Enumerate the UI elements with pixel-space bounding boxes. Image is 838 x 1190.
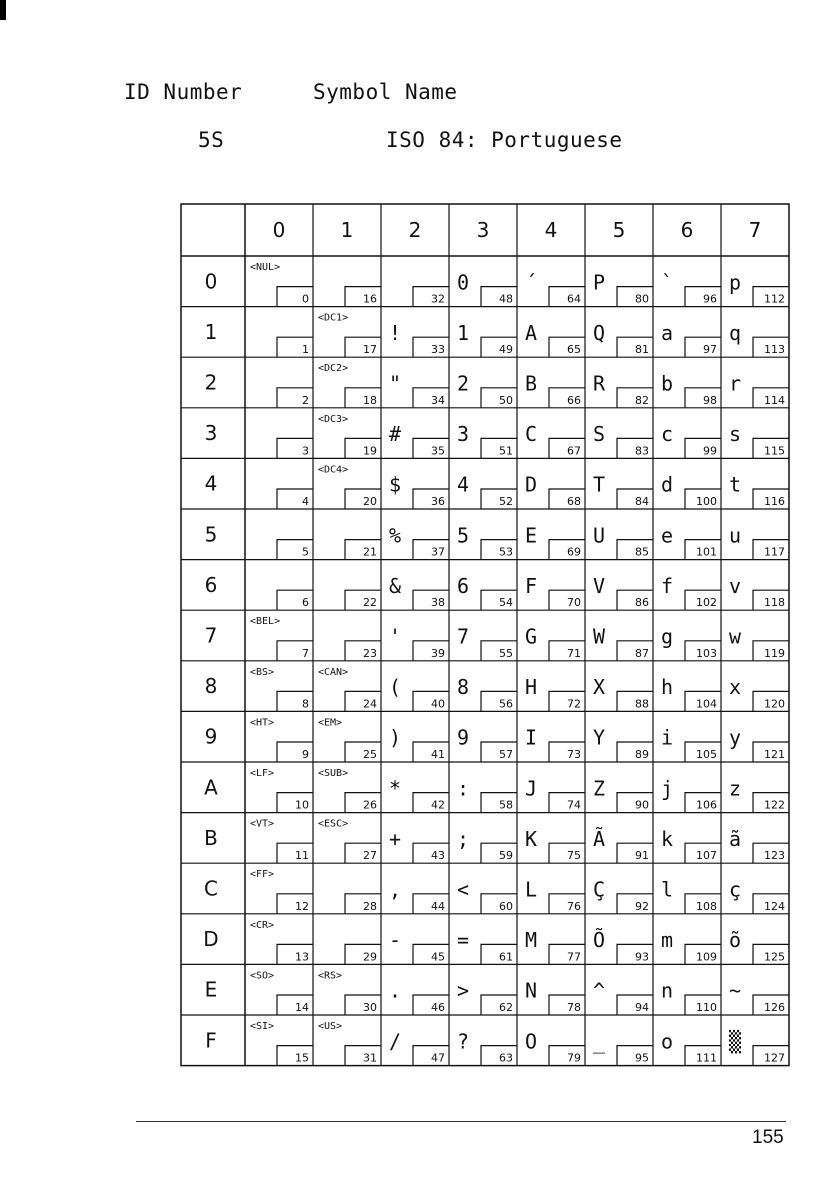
column-header: 2 <box>408 218 422 242</box>
code-number: 85 <box>635 545 649 559</box>
code-number: 54 <box>499 596 513 610</box>
character-glyph: H <box>525 675 538 700</box>
code-number: 27 <box>363 849 377 863</box>
code-number: 42 <box>431 798 445 812</box>
code-number: 67 <box>567 444 581 458</box>
row-header: D <box>203 927 219 952</box>
code-number: 40 <box>431 697 445 711</box>
control-code: <HT> <box>250 717 275 729</box>
code-number: 107 <box>696 849 717 863</box>
code-number: 33 <box>431 343 445 357</box>
code-number: 101 <box>696 545 717 559</box>
character-glyph: p <box>729 270 742 295</box>
character-glyph: # <box>389 422 402 447</box>
character-glyph: _ <box>593 1029 606 1054</box>
character-glyph: Z <box>593 776 606 801</box>
control-code: <BEL> <box>250 616 281 628</box>
character-glyph: e <box>661 523 674 548</box>
character-glyph: ? <box>457 1029 470 1054</box>
code-number: 84 <box>635 495 649 508</box>
code-number: 115 <box>764 444 785 458</box>
character-glyph: ; <box>457 826 470 851</box>
character-glyph: 3 <box>457 422 470 447</box>
code-number: 47 <box>431 1051 445 1065</box>
code-number: 58 <box>499 798 513 812</box>
code-number: 125 <box>764 950 785 964</box>
control-code: <SI> <box>250 1021 275 1032</box>
column-header: 1 <box>340 218 354 242</box>
control-code: <SUB> <box>318 768 349 779</box>
code-number: 120 <box>764 697 785 711</box>
code-number: 4 <box>302 495 309 508</box>
row-header: 2 <box>204 370 218 395</box>
character-glyph: - <box>389 928 402 953</box>
character-glyph: ã <box>729 826 742 851</box>
row-header: 9 <box>204 724 218 749</box>
character-glyph: 5 <box>457 523 470 548</box>
row-header: E <box>204 977 218 1002</box>
code-number: 21 <box>363 545 377 559</box>
code-number: 44 <box>431 899 445 913</box>
character-glyph: Õ <box>593 928 606 953</box>
code-number: 70 <box>567 596 581 610</box>
character-glyph: o <box>661 1029 674 1054</box>
code-number: 91 <box>635 849 649 863</box>
character-glyph: v <box>729 573 742 598</box>
code-number: 5 <box>302 545 309 559</box>
code-number: 37 <box>431 545 445 559</box>
code-number: 30 <box>363 1001 377 1014</box>
character-glyph: 1 <box>457 320 470 345</box>
code-number: 18 <box>363 393 377 407</box>
code-number: 65 <box>567 343 581 357</box>
control-code: <ESC> <box>318 818 349 830</box>
control-code: <NUL> <box>250 262 281 273</box>
character-glyph: g <box>661 624 674 649</box>
character-glyph: E <box>525 523 538 548</box>
footer-rule <box>136 1121 786 1122</box>
code-number: 55 <box>499 646 513 660</box>
code-number: 99 <box>703 444 717 458</box>
character-glyph: j <box>661 776 674 801</box>
code-number: 3 <box>302 444 309 458</box>
code-number: 28 <box>363 899 377 913</box>
code-number: 15 <box>295 1051 309 1065</box>
character-glyph: ` <box>661 270 674 295</box>
code-number: 109 <box>696 950 717 964</box>
code-number: 88 <box>635 697 649 711</box>
code-number: 122 <box>764 798 785 812</box>
code-number: 69 <box>567 545 581 559</box>
code-number: 38 <box>431 596 445 610</box>
character-glyph: i <box>661 725 674 750</box>
control-code: <RS> <box>318 970 343 982</box>
code-number: 114 <box>764 393 785 407</box>
code-number: 66 <box>567 393 581 407</box>
code-number: 49 <box>499 343 513 357</box>
code-number: 96 <box>703 292 717 306</box>
character-glyph: ▒ <box>729 1029 742 1054</box>
code-number: 45 <box>431 950 445 964</box>
row-header: B <box>204 825 218 850</box>
code-number: 94 <box>635 1001 649 1014</box>
character-glyph: Ã <box>593 826 606 851</box>
character-glyph: J <box>525 776 538 801</box>
character-glyph: : <box>457 776 470 801</box>
character-glyph: 0 <box>457 270 470 295</box>
character-glyph: b <box>661 371 674 396</box>
code-number: 8 <box>302 697 309 711</box>
code-number: 31 <box>363 1051 377 1065</box>
code-number: 105 <box>696 748 717 761</box>
control-code: <VT> <box>250 818 275 830</box>
code-number: 29 <box>363 950 377 964</box>
code-number: 14 <box>295 1001 309 1014</box>
character-glyph: U <box>593 523 606 548</box>
code-number: 89 <box>635 748 649 761</box>
code-number: 32 <box>431 292 445 306</box>
code-number: 81 <box>635 343 649 357</box>
character-glyph: S <box>593 422 606 447</box>
code-number: 2 <box>302 393 309 407</box>
code-number: 46 <box>431 1001 445 1014</box>
code-number: 53 <box>499 545 513 559</box>
code-number: 100 <box>696 495 717 508</box>
code-number: 121 <box>764 748 785 761</box>
control-code: <DC4> <box>318 464 349 476</box>
character-glyph: q <box>729 320 742 345</box>
character-glyph: z <box>729 776 742 801</box>
code-number: 0 <box>302 292 309 306</box>
code-number: 110 <box>696 1001 717 1014</box>
character-glyph: * <box>389 776 402 801</box>
row-header: 3 <box>204 421 218 446</box>
code-number: 79 <box>567 1051 581 1065</box>
code-number: 22 <box>363 596 377 610</box>
code-number: 71 <box>567 646 581 660</box>
code-number: 25 <box>363 748 377 761</box>
table-frame <box>181 204 789 1066</box>
row-header: 4 <box>204 471 218 496</box>
control-code: <SO> <box>250 970 275 982</box>
code-number: 39 <box>431 646 445 660</box>
code-number: 12 <box>295 899 309 913</box>
code-number: 127 <box>764 1051 785 1065</box>
code-number: 104 <box>696 697 717 711</box>
character-glyph: " <box>389 371 402 396</box>
code-number: 10 <box>295 798 309 812</box>
control-code: <CAN> <box>318 666 349 678</box>
code-number: 57 <box>499 748 513 761</box>
code-number: 106 <box>696 798 717 812</box>
control-code: <DC1> <box>318 312 349 324</box>
character-glyph: x <box>729 675 742 700</box>
character-glyph: & <box>389 573 402 598</box>
code-number: 76 <box>567 899 581 913</box>
code-number: 82 <box>635 393 649 407</box>
page-number: 155 <box>752 1127 784 1148</box>
code-number: 108 <box>696 899 717 913</box>
code-number: 19 <box>363 444 377 458</box>
code-number: 118 <box>764 596 785 610</box>
character-glyph: / <box>389 1029 402 1054</box>
code-number: 87 <box>635 646 649 660</box>
code-number: 41 <box>431 748 445 761</box>
control-code: <US> <box>318 1021 343 1032</box>
code-number: 60 <box>499 899 513 913</box>
symbol-name-label: Symbol Name <box>313 80 458 104</box>
character-glyph: ) <box>389 725 402 750</box>
character-glyph: d <box>661 472 674 497</box>
code-number: 63 <box>499 1051 513 1065</box>
character-glyph: L <box>525 877 538 902</box>
character-glyph: 9 <box>457 725 470 750</box>
character-glyph: > <box>457 978 470 1003</box>
code-number: 7 <box>302 646 309 660</box>
character-glyph: Y <box>593 725 606 750</box>
control-code: <LF> <box>250 768 275 779</box>
character-glyph: Ç <box>593 877 606 902</box>
row-header: F <box>205 1028 217 1053</box>
character-glyph: $ <box>389 472 402 497</box>
code-number: 111 <box>696 1051 717 1065</box>
character-glyph: I <box>525 725 538 750</box>
control-code: <CR> <box>250 919 275 931</box>
code-number: 117 <box>764 545 785 559</box>
code-number: 9 <box>302 748 309 761</box>
character-glyph: G <box>525 624 538 649</box>
code-number: 126 <box>764 1001 785 1014</box>
column-header: 6 <box>680 218 694 242</box>
row-header: 6 <box>204 572 218 597</box>
code-number: 95 <box>635 1051 649 1065</box>
symbol-name-value: ISO 84: Portuguese <box>386 128 623 152</box>
code-number: 51 <box>499 444 513 458</box>
code-number: 59 <box>499 849 513 863</box>
id-number-value: 5S <box>198 128 225 152</box>
control-code: <FF> <box>250 869 275 881</box>
id-number-label: ID Number <box>124 80 243 104</box>
code-number: 6 <box>302 596 309 610</box>
column-header: 7 <box>748 218 762 242</box>
character-glyph: ç <box>729 877 742 902</box>
code-number: 72 <box>567 697 581 711</box>
code-number: 24 <box>363 697 377 711</box>
character-glyph: A <box>525 320 538 345</box>
character-glyph: ~ <box>729 978 742 1003</box>
character-glyph: O <box>525 1029 538 1054</box>
character-glyph: ! <box>389 320 402 345</box>
character-glyph: ^ <box>593 978 606 1003</box>
character-glyph: N <box>525 978 538 1003</box>
character-glyph: = <box>457 928 470 953</box>
character-glyph: < <box>457 877 470 902</box>
character-glyph: 7 <box>457 624 470 649</box>
code-number: 52 <box>499 495 513 508</box>
code-number: 73 <box>567 748 581 761</box>
code-number: 123 <box>764 849 785 863</box>
character-glyph: + <box>389 826 402 851</box>
character-glyph: õ <box>729 928 742 953</box>
control-code: <BS> <box>250 666 275 678</box>
character-glyph: . <box>389 978 402 1003</box>
character-glyph: t <box>729 472 742 497</box>
code-number: 98 <box>703 393 717 407</box>
character-glyph: ' <box>389 624 402 649</box>
code-number: 50 <box>499 393 513 407</box>
code-number: 116 <box>764 495 785 508</box>
code-number: 11 <box>295 849 309 863</box>
character-glyph: C <box>525 422 538 447</box>
column-header: 0 <box>272 218 286 242</box>
character-glyph: w <box>729 624 742 649</box>
character-glyph: 8 <box>457 675 470 700</box>
code-number: 83 <box>635 444 649 458</box>
character-glyph: k <box>661 826 674 851</box>
character-glyph: a <box>661 320 674 345</box>
code-number: 119 <box>764 646 785 660</box>
code-number: 1 <box>302 343 309 357</box>
code-number: 20 <box>363 495 377 508</box>
character-glyph: 2 <box>457 371 470 396</box>
column-header: 4 <box>544 218 558 242</box>
code-number: 74 <box>567 798 581 812</box>
character-glyph: D <box>525 472 538 497</box>
control-code: <DC3> <box>318 413 349 425</box>
code-number: 113 <box>764 343 785 357</box>
character-glyph: l <box>661 877 674 902</box>
row-header: C <box>204 876 218 901</box>
code-number: 56 <box>499 697 513 711</box>
character-glyph: h <box>661 675 674 700</box>
code-number: 78 <box>567 1001 581 1014</box>
character-glyph: , <box>389 877 402 902</box>
row-header: 1 <box>204 319 218 344</box>
character-glyph: y <box>729 725 742 750</box>
code-number: 43 <box>431 849 445 863</box>
code-number: 93 <box>635 950 649 964</box>
code-number: 92 <box>635 899 649 913</box>
character-glyph: u <box>729 523 742 548</box>
code-number: 35 <box>431 444 445 458</box>
code-number: 36 <box>431 495 445 508</box>
code-number: 77 <box>567 950 581 964</box>
character-glyph: K <box>525 826 538 851</box>
code-number: 26 <box>363 798 377 812</box>
column-header: 5 <box>612 218 626 242</box>
code-number: 75 <box>567 849 581 863</box>
character-glyph: ( <box>389 675 402 700</box>
code-number: 68 <box>567 495 581 508</box>
character-glyph: r <box>729 371 742 396</box>
row-header: 0 <box>204 269 218 294</box>
character-glyph: X <box>593 675 606 700</box>
code-number: 64 <box>567 292 581 306</box>
control-code: <EM> <box>318 717 343 729</box>
row-header: 5 <box>204 522 218 547</box>
code-number: 112 <box>764 292 785 306</box>
code-number: 23 <box>363 646 377 660</box>
column-header: 3 <box>476 218 490 242</box>
character-glyph: s <box>729 422 742 447</box>
character-glyph: M <box>525 928 538 953</box>
character-glyph: c <box>661 422 674 447</box>
character-glyph: B <box>525 371 538 396</box>
character-glyph: n <box>661 978 674 1003</box>
code-number: 48 <box>499 292 513 306</box>
code-number: 16 <box>363 292 377 306</box>
code-number: 86 <box>635 596 649 610</box>
code-number: 61 <box>499 950 513 964</box>
code-number: 124 <box>764 899 785 913</box>
character-glyph: R <box>593 371 606 396</box>
code-number: 103 <box>696 646 717 660</box>
character-glyph: 6 <box>457 573 470 598</box>
row-header: A <box>204 775 218 800</box>
character-glyph: Q <box>593 320 606 345</box>
character-glyph: % <box>389 523 402 548</box>
character-glyph: P <box>593 270 606 295</box>
control-code: <DC2> <box>318 363 349 375</box>
character-glyph: m <box>661 928 674 953</box>
character-glyph: f <box>661 573 674 598</box>
character-glyph: W <box>593 624 606 649</box>
row-header: 7 <box>204 623 218 648</box>
row-header: 8 <box>204 674 218 699</box>
code-number: 97 <box>703 343 717 357</box>
character-glyph: T <box>593 472 606 497</box>
character-glyph: 4 <box>457 472 470 497</box>
character-glyph: F <box>525 573 538 598</box>
code-number: 90 <box>635 798 649 812</box>
code-number: 62 <box>499 1001 513 1014</box>
code-number: 102 <box>696 596 717 610</box>
character-glyph: V <box>593 573 606 598</box>
code-number: 13 <box>295 950 309 964</box>
character-glyph: ´ <box>525 270 538 295</box>
code-number: 34 <box>431 393 445 407</box>
code-number: 17 <box>363 343 377 357</box>
code-number: 80 <box>635 292 649 306</box>
